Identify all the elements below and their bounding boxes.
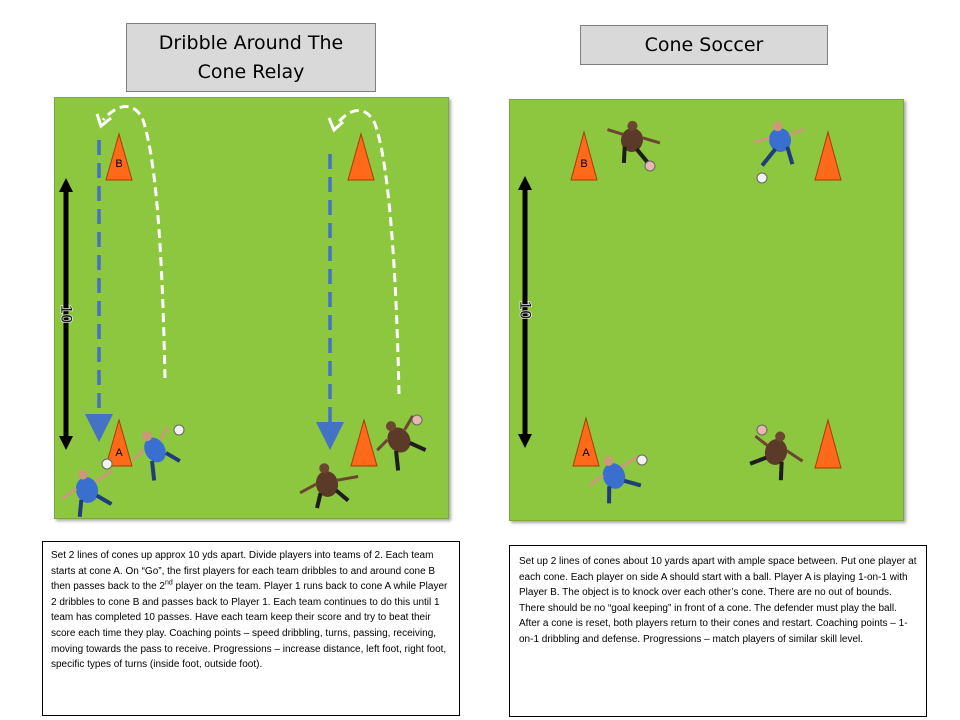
field-right-diagram [510, 100, 903, 520]
cone-a [815, 420, 841, 468]
distance-label: 10 [516, 300, 535, 320]
field-right [509, 99, 904, 521]
cone-label: A [115, 447, 123, 459]
cone-b [571, 132, 597, 180]
cone-b [348, 134, 374, 180]
player-icon [751, 117, 810, 170]
cone-a [573, 418, 599, 466]
cone-b [106, 134, 132, 180]
ball-icon [645, 161, 655, 171]
distance-label: 10 [57, 304, 76, 324]
ball-icon [174, 425, 184, 435]
cone-label: B [580, 158, 588, 170]
cone-a [106, 420, 132, 466]
cone-label: A [582, 447, 590, 459]
ball-icon [637, 455, 647, 465]
player-icon [368, 410, 433, 475]
description-text: player on the team. Player 1 runs back to cone A while Player 2 dribbles to cone B and passes back to Player 1. Each team continues to do this until 1 team has completed 10 passes. Have each team keep their score and try to beat their score each time they play. Coaching points – speed dribbling, turns, passing, receiving, moving towards the pass to receive. Progressions – increase distance, left foot, right foot, specific types of turns (inside foot, outside foot). [51, 581, 448, 671]
dribble-arrow [103, 107, 165, 379]
cone-b [815, 132, 841, 180]
player-icon [746, 426, 808, 485]
cone-label: B [115, 158, 123, 170]
description-text: Set 2 lines of cones up approx 10 yds apart. Divide players into teams of 2. Each team starts at cone A. On “Go”, the first players for each team dribbles to and around cone B then passes back to the 2 [51, 550, 436, 593]
player-icon [56, 462, 122, 518]
field-left [54, 97, 449, 519]
drill-title-right: Cone Soccer [580, 25, 828, 65]
ball-icon [757, 173, 767, 183]
drill-description-left [42, 541, 460, 716]
ball-icon [412, 415, 422, 425]
field-left-diagram [55, 98, 448, 518]
ball-icon [102, 459, 112, 469]
cone-a [351, 420, 377, 466]
ball-icon [757, 425, 767, 435]
drill-description-right: Set up 2 lines of cones about 10 yards apart with ample space between. Put one player at each cone. Each player on side A should start with a ball. Player A is playing 1-on-1 with Player B. The object is to knock over each other’s cone. There are no out of bounds. There should be no “goal keeping” in front of a cone. The defender must play the ball. After a cone is reset, both players return to their cones and restart. Coaching points – 1-on-1 dribbling and defense. Progressions – match players of similar skill level. [509, 545, 927, 717]
player-icon [602, 117, 663, 169]
ordinal-suffix: nd [164, 579, 173, 587]
drill-title-left: Dribble Around The Cone Relay [126, 23, 376, 92]
dribble-arrow [337, 111, 399, 395]
